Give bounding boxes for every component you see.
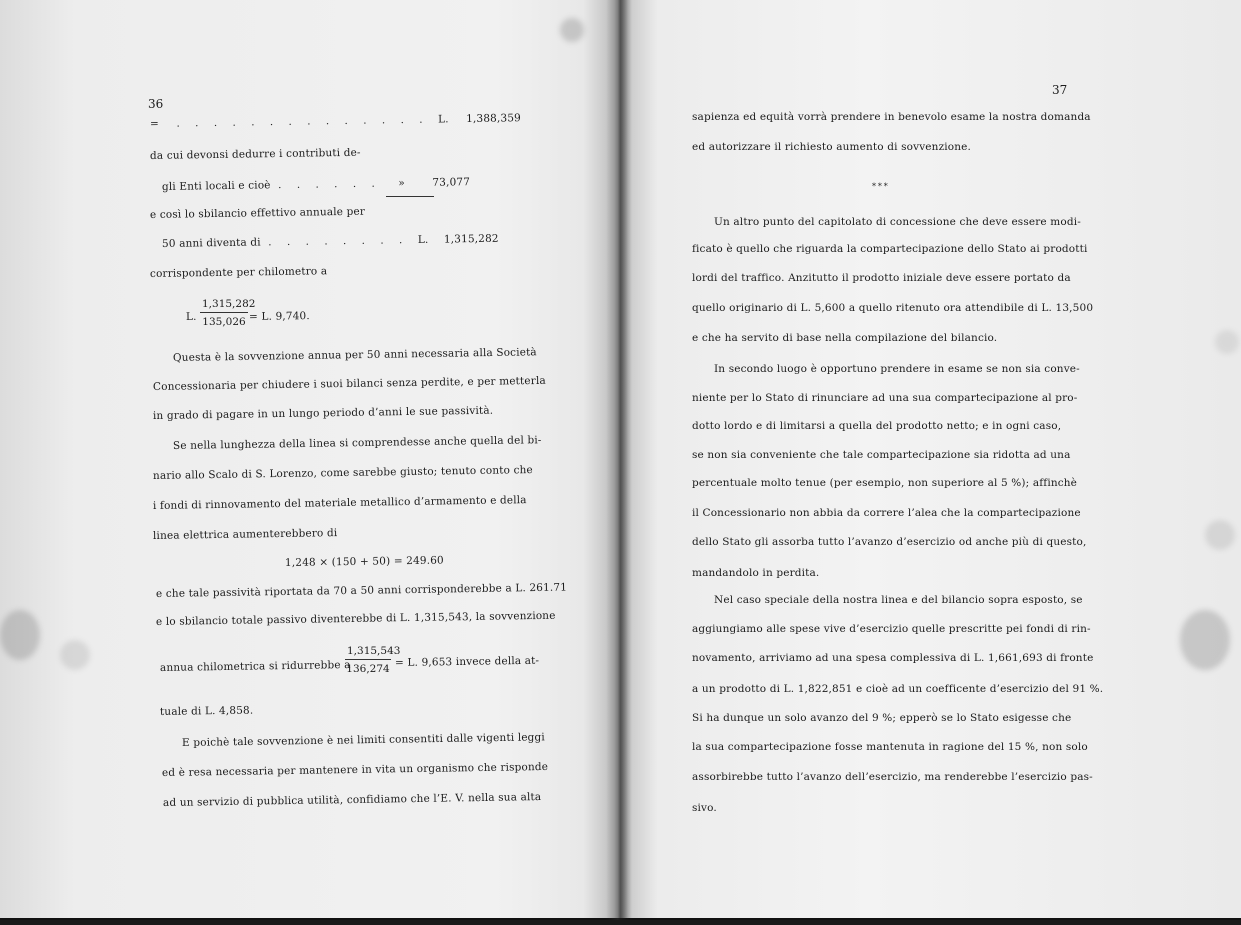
scan-smudge: [1180, 610, 1230, 670]
fraction-reduced: [345, 645, 401, 675]
text-line: Se nella lunghezza della linea si comprendesse anche quella del bi-: [172, 434, 542, 452]
ledger-row-contributions: [162, 176, 470, 193]
right-page-number: 37: [1052, 83, 1068, 97]
right-page: [628, 0, 1241, 920]
ledger-label: gli Enti locali e cioè: [161, 179, 271, 193]
scan-smudge: [0, 610, 40, 660]
viewer-bottom-edge: [0, 920, 1241, 925]
text-line: a un prodotto di L. 1,822,851 e cioè ad un coefficente d’esercizio del 91 %.: [692, 683, 1104, 695]
text-line: E poichè tale sovvenzione è nei limiti consentiti dalle vigenti leggi: [181, 731, 545, 749]
text-line: sapienza ed equità vorrà prendere in benevolo esame la nostra domanda: [692, 111, 1091, 123]
fraction-prefix: L.: [185, 310, 197, 323]
text-line: assorbirebbe tutto l’avanzo dell’esercizio, ma renderebbe l’esercizio pas-: [692, 771, 1093, 783]
ledger-dots: . . . . . . . .: [268, 234, 409, 249]
text-line: Si ha dunque un solo avanzo del 9 %; epperò se lo Stato esigesse che: [692, 712, 1072, 724]
text-line: niente per lo Stato di rinunciare ad una sua compartecipazione al pro-: [692, 392, 1078, 404]
scan-smudge: [60, 640, 90, 670]
formula-line: 1,248 × (150 + 50) = 249.60: [284, 554, 444, 569]
text-line: Nel caso speciale della nostra linea e del bilancio sopra esposto, se: [714, 594, 1083, 606]
fraction-numerator: 1,315,282: [202, 298, 256, 310]
left-page-number: 36: [148, 97, 164, 111]
text-line: dotto lordo e di limitarsi a quella del prodotto netto; e in ogni caso,: [692, 420, 1062, 432]
ledger-currency: L.: [437, 113, 449, 126]
text-line: e così lo sbilancio effettivo annuale per: [149, 205, 366, 221]
text-line: Un altro punto del capitolato di concessione che deve essere modi-: [714, 216, 1081, 228]
text-line: Concessionaria per chiudere i suoi bilanci senza perdite, e per metterla: [152, 374, 546, 393]
text-line: nario allo Scalo di S. Lorenzo, come sarebbe giusto; tenuto conto che: [152, 464, 533, 482]
scan-smudge: [1215, 330, 1239, 354]
ledger-row-total: [150, 112, 521, 130]
text-line: percentuale molto tenue (per esempio, non superiore al 5 %); affinchè: [692, 477, 1078, 489]
ledger-amount: 1,315,282: [443, 232, 499, 246]
ledger-row-deficit: [162, 233, 499, 250]
ledger-currency: L.: [417, 233, 429, 246]
fraction-numerator: 1,315,543: [347, 645, 401, 657]
text-line: i fondi di rinnovamento del materiale metallico d’armamento e della: [152, 494, 527, 512]
section-asterism: * * *: [872, 182, 888, 191]
text-line: sivo.: [692, 802, 717, 814]
text-line: In secondo luogo è opportuno prendere in esame se non sia conve-: [714, 363, 1080, 375]
text-line: aggiungiamo alle spese vive d’esercizio quelle prescritte pei fondi di rin-: [692, 623, 1091, 635]
text-line: e che ha servito di base nella compilazione del bilancio.: [692, 332, 998, 344]
scan-smudge: [1205, 520, 1235, 550]
text-line: lordi del traffico. Anzitutto il prodotto iniziale deve essere portato da: [692, 272, 1071, 284]
text-line: e che tale passività riportata da 70 a 50 anni corrisponderebbe a L. 261.71: [155, 581, 568, 600]
text-line: in grado di pagare in un lungo periodo d’anni le sue passività.: [152, 404, 494, 422]
text-line: dello Stato gli assorba tutto l’avanzo d’esercizio od anche più di questo,: [692, 536, 1087, 548]
text-line: ed è resa necessaria per mantenere in vita un organismo che risponde: [161, 760, 549, 779]
left-page: [0, 0, 615, 920]
fraction-per-km: [200, 298, 256, 328]
ledger-dots: . . . . . .: [278, 177, 381, 192]
ledger-label: =: [149, 117, 160, 130]
text-line: corrispondente per chilometro a: [149, 265, 328, 280]
ledger-label: 50 anni diventa di: [161, 236, 261, 250]
text-line: novamento, arriviamo ad una spesa complessiva di L. 1,661,693 di fronte: [692, 652, 1094, 664]
subtotal-rule: [386, 196, 434, 197]
text-line: ficato è quello che riguarda la compartecipazione dello Stato ai prodotti: [692, 243, 1088, 255]
text-line: tuale di L. 4,858.: [159, 704, 254, 718]
text-line: da cui devonsi dedurre i contributi de-: [149, 146, 361, 162]
text-line: ed autorizzare il richiesto aumento di sovvenzione.: [692, 141, 971, 153]
text-line: quello originario di L. 5,600 a quello ritenuto ora attendibile di L. 13,500: [692, 302, 1094, 314]
text-line: Questa è la sovvenzione annua per 50 anni necessaria alla Società: [172, 346, 537, 364]
text-line: = L. 9,653 invece della at-: [394, 654, 540, 669]
text-line: la sua compartecipazione fosse mantenuta in ragione del 15 %, non solo: [692, 741, 1088, 753]
fraction-denominator: 136,274: [346, 663, 390, 675]
fraction-denominator: 135,026: [202, 316, 246, 328]
ledger-amount: 1,388,359: [466, 112, 522, 126]
text-line: annua chilometrica si ridurrebbe a: [159, 659, 351, 674]
text-line: e lo sbilancio totale passivo diventerebbe di L. 1,315,543, la sovvenzione: [155, 609, 556, 628]
ledger-dots: . . . . . . . . . . . . . .: [176, 113, 429, 130]
fraction-result: = L. 9,740.: [248, 310, 310, 323]
ledger-currency: »: [398, 177, 405, 190]
text-line: il Concessionario non abbia da correre l’alea che la compartecipazione: [692, 507, 1081, 519]
text-line: linea elettrica aumenterebbero di: [152, 527, 338, 542]
text-line: ad un servizio di pubblica utilità, confidiamo che l’E. V. nella sua alta: [162, 791, 542, 809]
text-line: mandandolo in perdita.: [692, 567, 820, 579]
text-line: se non sia conveniente che tale compartecipazione sia ridotta ad una: [692, 449, 1071, 461]
scan-smudge: [560, 18, 584, 42]
ledger-amount: 73,077: [432, 176, 471, 189]
